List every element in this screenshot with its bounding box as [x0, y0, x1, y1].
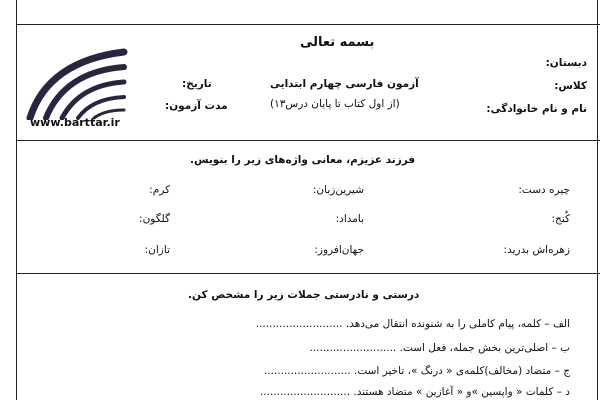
word-item: زهره‌اش بدرید:: [503, 244, 570, 256]
class-label: کلاس:: [554, 80, 587, 92]
name-label: نام و نام خانوادگی:: [486, 103, 587, 115]
word-item: کرم:: [149, 184, 170, 196]
word-item: چیره دست:: [518, 184, 570, 196]
duration-label: مدت آزمون:: [165, 100, 228, 112]
exam-title: آزمون فارسی چهارم ابتدایی: [270, 78, 419, 90]
true-false-item: ب – اصلی‌ترین بخش جمله، فعل است. ..........................: [309, 342, 570, 354]
date-label: تاریخ:: [182, 78, 212, 90]
true-false-item: د – کلمات « واپسین »و « آغازین » متضاد هستند. ...........................: [259, 386, 570, 398]
right-border: [597, 0, 598, 400]
true-false-item: الف – کلمه، پیام کاملی را به شنونده انتقال می‌دهد. ..........................: [255, 318, 570, 330]
section2-instruction: درستی و نادرستی جملات زیر را مشخص کن.: [188, 289, 420, 301]
left-border: [16, 0, 17, 400]
basmala: بسمه تعالی: [300, 35, 375, 50]
true-false-item: ج – متضاد (مخالف)کلمه‌ی « درنگ »، تاخیر است. ..........................: [263, 365, 570, 377]
word-item: تازان:: [144, 244, 170, 256]
word-item: جهان‌افروز:: [314, 244, 364, 256]
header-bottom-border: [16, 140, 600, 141]
section-divider: [16, 273, 600, 274]
section1-instruction: فرزند عزیزم، معانی واژه‌های زیر را بنویس.: [190, 154, 416, 166]
header-top-border: [16, 24, 600, 25]
barttar-logo-icon: [24, 40, 128, 120]
word-item: شیرین‌زبان:: [312, 184, 364, 196]
word-item: گلگون:: [139, 213, 170, 225]
school-label: دبستان:: [545, 57, 587, 69]
exam-scope: (از اول کتاب تا پایان درس۱۳): [270, 98, 400, 110]
website-url: www.barttar.ir: [30, 116, 120, 129]
word-item: کُنج:: [551, 213, 570, 225]
word-item: بامداد:: [335, 213, 364, 225]
